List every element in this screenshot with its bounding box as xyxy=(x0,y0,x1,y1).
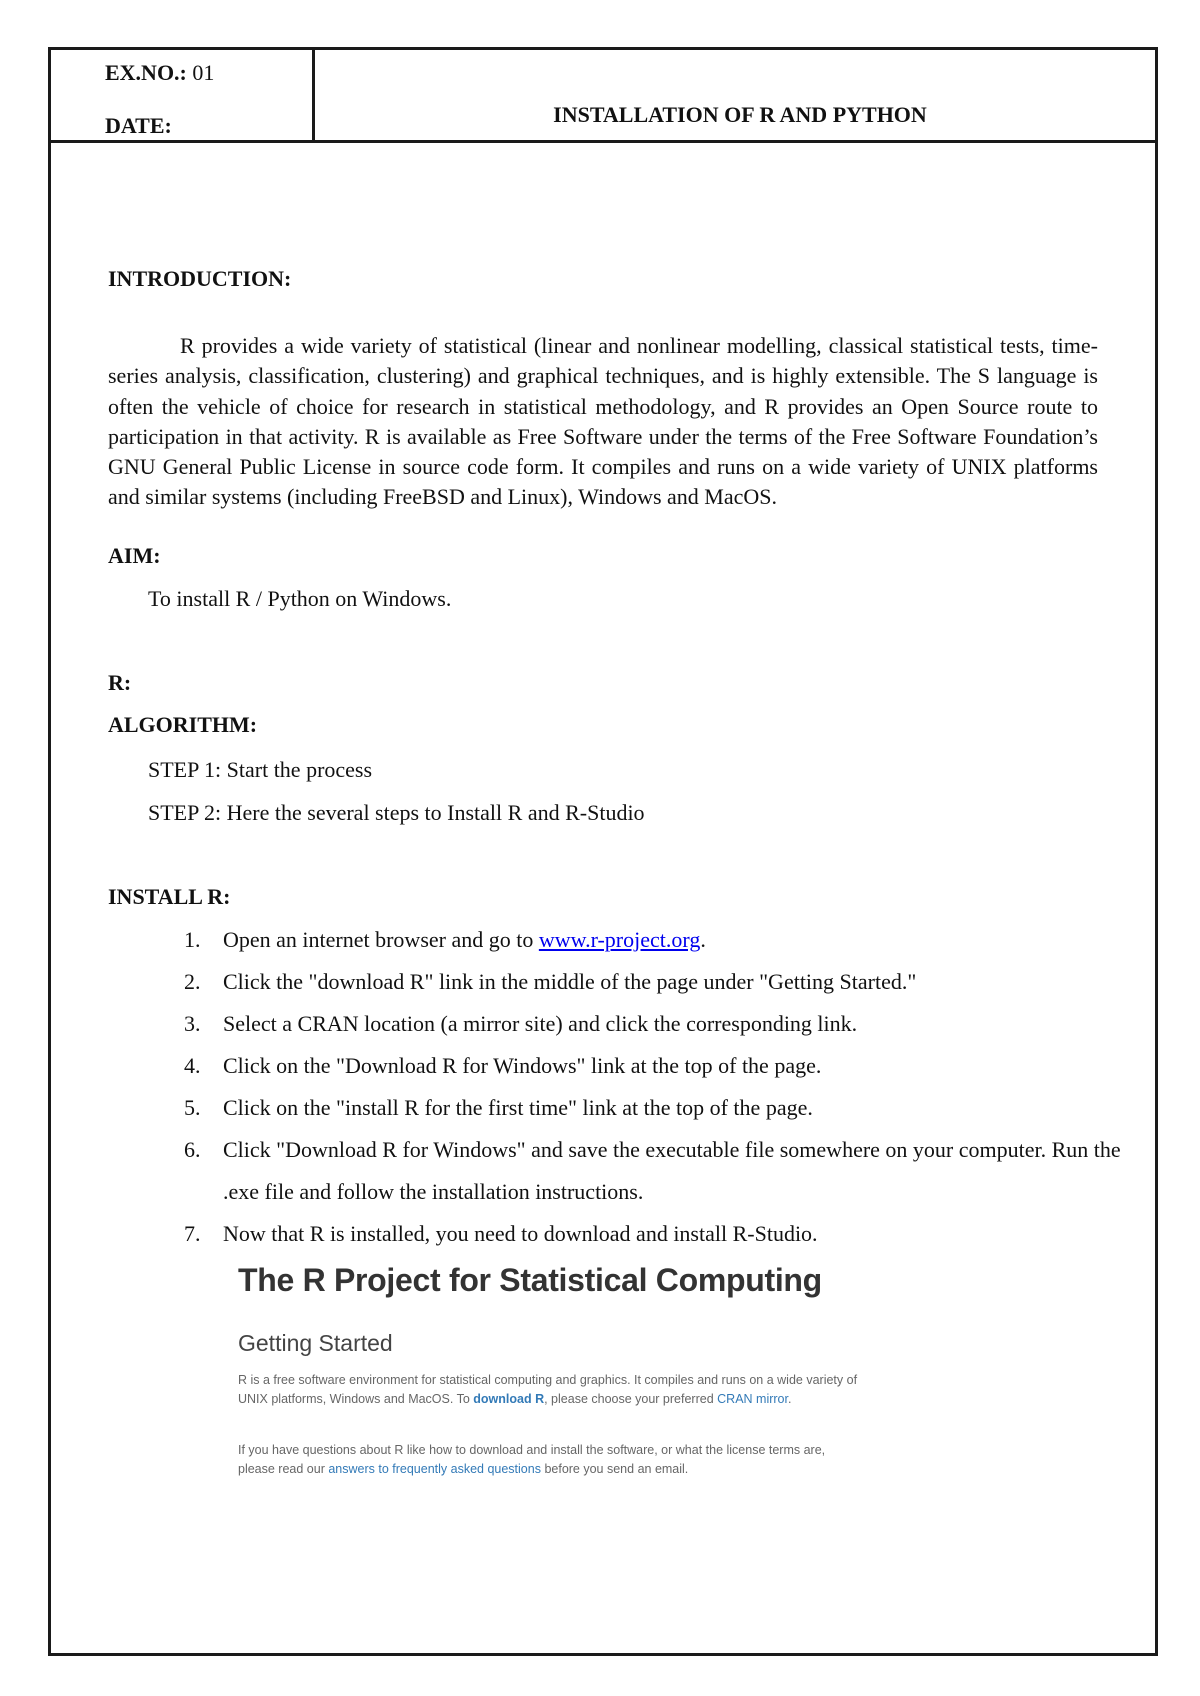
step-number: 2. xyxy=(184,969,201,994)
install-step xyxy=(108,961,1123,1003)
step-suffix: . xyxy=(700,927,706,952)
header-table xyxy=(51,50,1155,143)
screenshot-paragraph-1 xyxy=(238,1371,858,1409)
introduction-paragraph: R provides a wide variety of statistical (linear and nonlinear modelling, classical statistical tests, time-series analysis, classification, clustering) and graphical techniques, and is highly extensible. The S language is often the vehicle of choice for research in statistical methodology, and R provides an Open Source route to participation in that activity. R is available as Free Software under the terms of the Free Software Foundation’s GNU General Public License in source code form. It compiles and runs on a wide variety of UNIX platforms and similar systems (including FreeBSD and Linux), Windows and MacOS. xyxy=(108,333,1098,510)
install-step xyxy=(108,1003,1123,1045)
faq-link[interactable]: answers to frequently asked questions xyxy=(328,1462,541,1476)
header-left-cell xyxy=(51,50,315,140)
step-number: 1. xyxy=(184,927,201,952)
step-text: Now that R is installed, you need to download and install R-Studio. xyxy=(223,1221,818,1246)
screenshot-paragraph-2 xyxy=(238,1441,858,1479)
install-step xyxy=(108,1045,1123,1087)
exercise-number xyxy=(105,60,214,86)
aim-heading: AIM: xyxy=(108,543,161,568)
screenshot-text: If you have questions about R like how to download and install the software, or what the license terms are, please read our xyxy=(238,1443,826,1476)
algorithm-step-1: STEP 1: Start the process xyxy=(148,757,373,782)
screenshot-text: . xyxy=(787,1392,792,1406)
r-project-link[interactable]: www.r-project.org xyxy=(538,927,701,952)
screenshot-subtitle: Getting Started xyxy=(238,1330,393,1356)
step-number: 6. xyxy=(184,1137,201,1162)
screenshot-text: R is a free software environment for statistical computing and graphics. It compiles and runs on a wide variety of UNIX platforms, Windows and MacOS. To xyxy=(238,1373,858,1406)
install-step xyxy=(108,1087,1123,1129)
install-step xyxy=(108,1213,1123,1255)
date-label: DATE: xyxy=(105,113,172,138)
document-title: INSTALLATION OF R AND PYTHON xyxy=(553,102,927,127)
step-text: Select a CRAN location (a mirror site) and click the corresponding link. xyxy=(223,1011,858,1036)
install-step xyxy=(108,1129,1123,1213)
r-project-screenshot xyxy=(238,1262,938,1495)
screenshot-text: , please choose your preferred xyxy=(544,1392,718,1406)
algorithm-heading: ALGORITHM: xyxy=(108,712,258,737)
install-r-heading: INSTALL R: xyxy=(108,884,231,909)
step-number: 4. xyxy=(184,1053,201,1078)
cran-mirror-link[interactable]: CRAN mirror xyxy=(717,1392,788,1406)
r-heading: R: xyxy=(108,670,132,695)
step-number: 3. xyxy=(184,1011,201,1036)
aim-text: To install R / Python on Windows. xyxy=(148,586,452,611)
step-text: Open an internet browser and go to xyxy=(223,927,539,952)
step-text: Click on the "install R for the first time" link at the top of the page. xyxy=(223,1095,813,1120)
exno-label: EX.NO.: xyxy=(105,60,187,85)
step-number: 7. xyxy=(184,1221,201,1246)
exno-value: 01 xyxy=(192,60,215,85)
install-step xyxy=(108,919,1123,961)
screenshot-title: The R Project for Statistical Computing xyxy=(238,1262,822,1298)
step-text: Click on the "Download R for Windows" link at the top of the page. xyxy=(223,1053,822,1078)
step-text: Click the "download R" link in the middle of the page under "Getting Started." xyxy=(223,969,917,994)
install-steps-list xyxy=(108,919,1121,1255)
step-text: Click "Download R for Windows" and save the executable file somewhere on your computer. Run the .exe file and follow the installation instructions. xyxy=(223,1137,1121,1204)
download-r-link[interactable]: download R xyxy=(473,1392,545,1406)
step-number: 5. xyxy=(184,1095,201,1120)
algorithm-step-2: STEP 2: Here the several steps to Install R and R-Studio xyxy=(148,800,645,825)
document-frame xyxy=(48,47,1158,1656)
screenshot-text: before you send an email. xyxy=(540,1462,689,1476)
introduction-heading: INTRODUCTION: xyxy=(108,266,292,291)
